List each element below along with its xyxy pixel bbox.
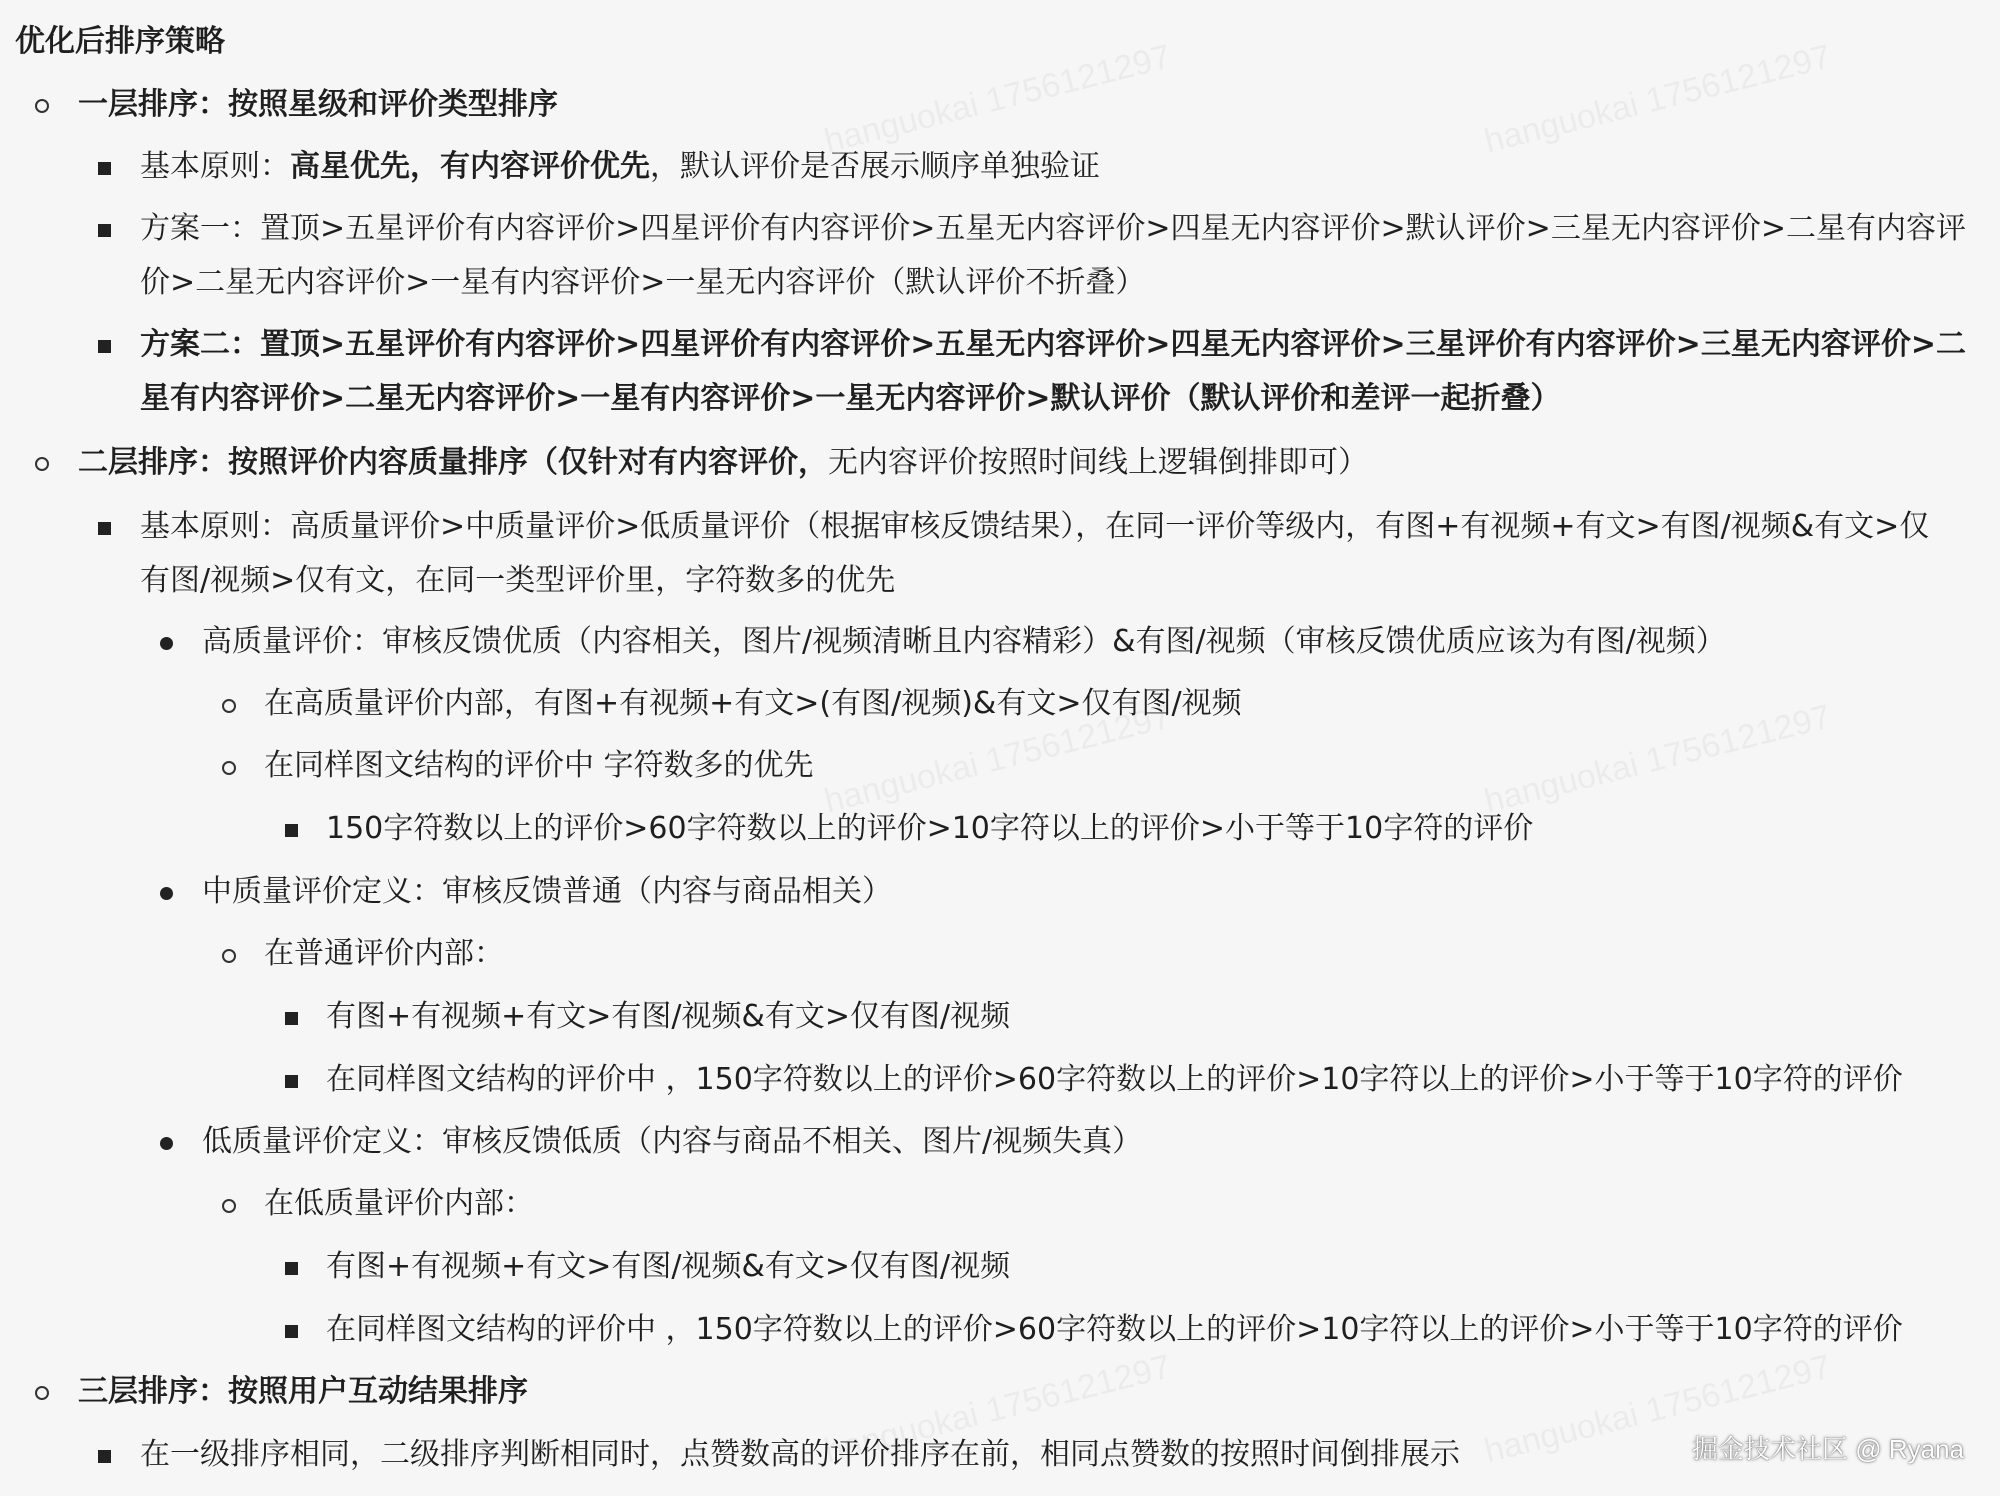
circle-bullet-icon xyxy=(222,699,236,713)
mid-quality-order: 有图+有视频+有文>有图/视频&有文>仅有图/视频 xyxy=(326,999,1011,1034)
plan1-line-2: 价>二星无内容评价>一星有内容评价>一星无内容评价（默认评价不折叠） xyxy=(140,265,1146,300)
layer3-rule: 在一级排序相同，二级排序判断相同时，点赞数高的评价排序在前，相同点赞数的按照时间倒排展示 xyxy=(140,1437,1460,1472)
layer2-principle-line-1: 基本原则：高质量评价>中质量评价>低质量评价（根据审核反馈结果），在同一评价等级内，有图+有视频+有文>有图/视频&有文>仅 xyxy=(140,509,1930,544)
circle-bullet-icon xyxy=(35,1386,49,1400)
principle-rest: ，默认评价是否展示顺序单独验证 xyxy=(650,149,1100,184)
principle-emphasis: 高星优先，有内容评价优先 xyxy=(290,149,650,184)
credit-watermark: 掘金技术社区 @ Ryana xyxy=(1692,1434,1964,1464)
high-quality-inner: 在高质量评价内部，有图+有视频+有文>(有图/视频)&有文>仅有图/视频 xyxy=(264,686,1242,721)
mid-quality-chars: 在同样图文结构的评价中 ，150字符数以上的评价>60字符数以上的评价>10字符以上的评价>小于等于10字符的评价 xyxy=(326,1062,1903,1097)
dot-bullet-icon xyxy=(160,887,173,900)
mid-quality-label: 中质量评价定义：审核反馈普通（内容与商品相关） xyxy=(202,874,892,909)
square-bullet-icon xyxy=(98,522,111,535)
square-bullet-icon xyxy=(98,162,111,175)
circle-bullet-icon xyxy=(35,99,49,113)
watermark xyxy=(1481,698,1835,822)
square-bullet-icon xyxy=(98,224,111,237)
square-bullet-icon xyxy=(285,824,298,837)
layer1-principle xyxy=(140,140,1100,194)
low-quality-chars: 在同样图文结构的评价中 ，150字符数以上的评价>60字符数以上的评价>10字符以上的评价>小于等于10字符的评价 xyxy=(326,1312,1903,1347)
low-quality-label: 低质量评价定义：审核反馈低质（内容与商品不相关、图片/视频失真） xyxy=(202,1124,1143,1159)
low-quality-order: 有图+有视频+有文>有图/视频&有文>仅有图/视频 xyxy=(326,1249,1011,1284)
layer2-heading-bold: 二层排序：按照评价内容质量排序（仅针对有内容评价， xyxy=(78,445,828,480)
square-bullet-icon xyxy=(98,1450,111,1463)
layer2-principle-line-2: 有图/视频>仅有文，在同一类型评价里，字符数多的优先 xyxy=(140,563,896,598)
circle-bullet-icon xyxy=(35,457,49,471)
dot-bullet-icon xyxy=(160,637,173,650)
square-bullet-icon xyxy=(98,340,111,353)
plan1-line-1: 方案一：置顶>五星评价有内容评价>四星评价有内容评价>五星无内容评价>四星无内容评价>默认评价>三星无内容评价>二星有内容评 xyxy=(140,211,1966,246)
principle-label: 基本原则： xyxy=(140,149,290,184)
layer1-heading: 一层排序：按照星级和评价类型排序 xyxy=(78,87,558,122)
dot-bullet-icon xyxy=(160,1137,173,1150)
mid-quality-inner: 在普通评价内部： xyxy=(264,936,504,971)
high-quality-same: 在同样图文结构的评价中 字符数多的优先 xyxy=(264,748,814,783)
square-bullet-icon xyxy=(285,1012,298,1025)
layer2-heading-rest: 无内容评价按照时间线上逻辑倒排即可） xyxy=(828,445,1368,480)
circle-bullet-icon xyxy=(222,949,236,963)
square-bullet-icon xyxy=(285,1262,298,1275)
layer2-heading xyxy=(78,436,1368,490)
circle-bullet-icon xyxy=(222,761,236,775)
high-quality-chars: 150字符数以上的评价>60字符数以上的评价>10字符以上的评价>小于等于10字符的评价 xyxy=(326,811,1534,846)
circle-bullet-icon xyxy=(222,1199,236,1213)
low-quality-inner: 在低质量评价内部： xyxy=(264,1186,534,1221)
plan2-line-1: 方案二：置顶>五星评价有内容评价>四星评价有内容评价>五星无内容评价>四星无内容评价>三星评价有内容评价>三星无内容评价>二 xyxy=(140,327,1966,362)
square-bullet-icon xyxy=(285,1075,298,1088)
watermark xyxy=(1481,38,1835,162)
high-quality-label: 高质量评价：审核反馈优质（内容相关，图片/视频清晰且内容精彩）&有图/视频（审核反馈优质应该为有图/视频） xyxy=(202,624,1726,659)
page-title: 优化后排序策略 xyxy=(15,24,225,59)
square-bullet-icon xyxy=(285,1325,298,1338)
plan2-line-2: 星有内容评价>二星无内容评价>一星有内容评价>一星无内容评价>默认评价（默认评价和差评一起折叠） xyxy=(140,381,1561,416)
layer3-heading: 三层排序：按照用户互动结果排序 xyxy=(78,1374,528,1409)
